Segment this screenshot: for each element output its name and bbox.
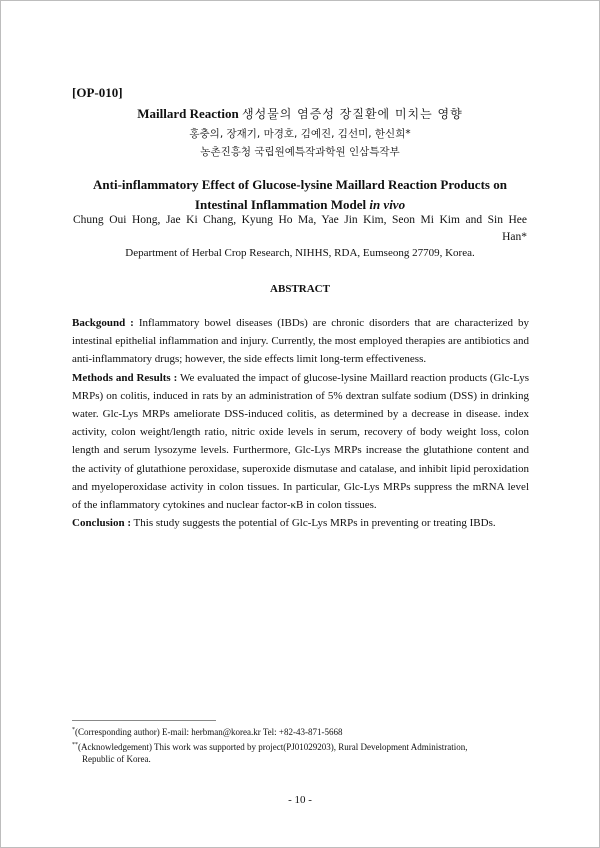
footnote-corresponding bbox=[72, 726, 532, 738]
footnote-1-text: (Corresponding author) E-mail: herbman@korea.kr Tel: +82-43-871-5668 bbox=[75, 727, 343, 737]
authors-line-1: Chung Oui Hong, Jae Ki Chang, Kyung Ho Ma, Yae Jin Kim, Seon Mi Kim and Sin Hee bbox=[73, 214, 527, 226]
methods-paragraph bbox=[72, 369, 529, 515]
abstract-body bbox=[72, 314, 529, 532]
korean-affiliation: 농촌진흥청 국립원예특작과학원 인삼특작부 bbox=[200, 146, 400, 158]
abstract-code: [OP-010] bbox=[72, 85, 123, 100]
background-label: Backgound : bbox=[72, 317, 134, 329]
english-title-main: Intestinal Inflammation Model bbox=[194, 197, 370, 212]
footnote-2-continuation: Republic of Korea. bbox=[82, 754, 151, 764]
english-title-line-1: Anti-inflammatory Effect of Glucose-lysine Maillard Reaction Products on bbox=[93, 177, 507, 192]
abstract-heading: ABSTRACT bbox=[270, 283, 330, 295]
footnote-divider bbox=[72, 720, 216, 721]
footnote-2-text: (Acknowledgement) This work was supported by project(PJ01029203), Rural Development Administration, bbox=[78, 742, 468, 752]
korean-title bbox=[1, 105, 599, 122]
conclusion-paragraph bbox=[72, 514, 529, 532]
background-text: Inflammatory bowel diseases (IBDs) are chronic disorders that are characterized by intestinal epithelial inflammation and injury. Currently, the most employed therapies are antibiotics and anti-inflammatory drugs; however, the side effects limit long-term effectiveness. bbox=[72, 317, 530, 366]
korean-title-korean-part: 생성물의 염증성 장질환에 미치는 영향 bbox=[241, 107, 463, 121]
footnote-acknowledgement bbox=[72, 741, 532, 765]
english-title-italic: in vivo bbox=[369, 197, 406, 212]
footnote-1-mark: * bbox=[72, 727, 75, 733]
methods-label: Methods and Results : bbox=[72, 371, 178, 384]
footnote-2-mark: ** bbox=[72, 742, 78, 748]
background-paragraph bbox=[72, 314, 529, 369]
methods-text: We evaluated the impact of glucose-lysine Maillard reaction products (Glc-Lys MRPs) on colitis, induced in rats by an administration of 5% dextran sulfate sodium (DSS) in drinking water. Glc-Lys MRPs ameliorate DSS-induced colitis, as determined by a decrease in disease. index activity, colon weight/length ratio, nitric oxide levels in serum, recovery of body weight loss, colon length and serum lysozyme levels. Furthermore, Glc-Lys MRPs increase the glutathione content and the activity of glutathione peroxidase, superoxide dismutase and catalase, and inhibit lipid peroxidation and myeloperoxidase activity in colon tissues. In particular, Glc-Lys MRPs suppress the mRNA level of the inflammatory cytokines and nuclear factor-κB in colon tissues. bbox=[72, 371, 529, 512]
korean-title-english-part: Maillard Reaction bbox=[137, 106, 239, 121]
department: Department of Herbal Crop Research, NIHHS, RDA, Eumseong 27709, Korea. bbox=[125, 247, 475, 259]
conclusion-text: This study suggests the potential of Glc-Lys MRPs in preventing or treating IBDs. bbox=[131, 517, 496, 530]
page-number: - 10 - bbox=[288, 794, 312, 806]
authors-line-2: Han* bbox=[502, 231, 527, 243]
korean-authors: 홍충의, 장재기, 마경호, 김예진, 김선미, 한신희* bbox=[189, 128, 411, 140]
conclusion-label: Conclusion : bbox=[72, 517, 131, 530]
